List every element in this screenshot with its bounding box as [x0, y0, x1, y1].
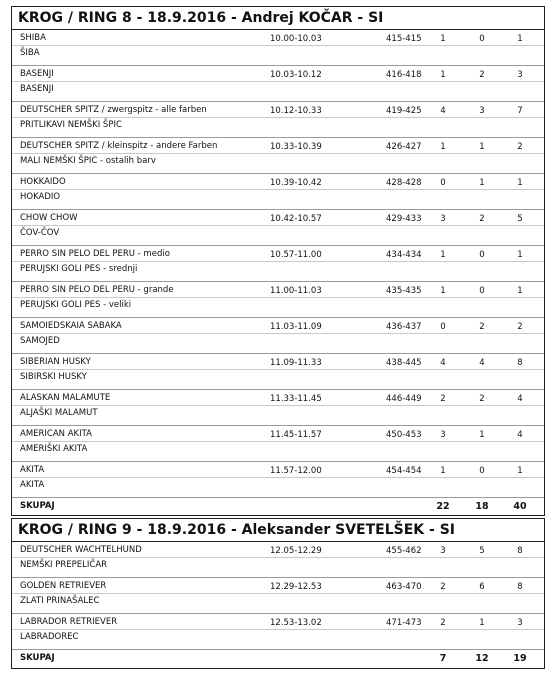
breed-name-local: AKITA: [20, 480, 45, 490]
summary-row: [12, 498, 544, 515]
table-row: [12, 138, 544, 174]
summary-females: 18: [475, 501, 489, 512]
catalog-numbers: 434-434: [386, 250, 422, 260]
males-count: 1: [440, 286, 446, 296]
breed-name: DEUTSCHER SPITZ / zwergspitz - alle farben: [20, 105, 207, 115]
breed-name-local: ZLATI PRINAŠALEC: [20, 596, 100, 606]
total-count: 3: [517, 70, 523, 80]
catalog-numbers: 428-428: [386, 178, 422, 188]
table-row: [12, 174, 544, 210]
ring-rows: [12, 542, 544, 668]
judging-time: 11.09-11.33: [270, 358, 322, 368]
breed-name-local: HOKADIO: [20, 192, 61, 202]
ring-9-table: [11, 518, 545, 669]
row-divider: [12, 557, 544, 558]
males-count: 2: [440, 582, 446, 592]
breed-name: PERRO SIN PELO DEL PERU - medio: [20, 249, 170, 259]
row-divider: [12, 405, 544, 406]
catalog-numbers: 415-415: [386, 34, 422, 44]
breed-name-local: ŠIBA: [20, 48, 40, 58]
males-count: 3: [440, 214, 446, 224]
row-divider: [12, 297, 544, 298]
judging-time: 10.12-10.33: [270, 106, 322, 116]
breed-name: AMERICAN AKITA: [20, 429, 92, 439]
catalog-numbers: 450-453: [386, 430, 422, 440]
total-count: 2: [517, 142, 523, 152]
males-count: 4: [440, 358, 446, 368]
judging-time: 10.57-11.00: [270, 250, 322, 260]
total-count: 1: [517, 286, 523, 296]
summary-males: 7: [439, 653, 447, 664]
table-row: [12, 390, 544, 426]
females-count: 0: [479, 34, 485, 44]
males-count: 1: [440, 34, 446, 44]
total-count: 1: [517, 34, 523, 44]
judging-time: 10.03-10.12: [270, 70, 322, 80]
catalog-numbers: 454-454: [386, 466, 422, 476]
judging-time: 11.33-11.45: [270, 394, 322, 404]
judging-time: 10.42-10.57: [270, 214, 322, 224]
breed-name-local: SAMOJED: [20, 336, 60, 346]
total-count: 1: [517, 178, 523, 188]
table-row: [12, 542, 544, 578]
males-count: 0: [440, 178, 446, 188]
catalog-numbers: 438-445: [386, 358, 422, 368]
total-count: 4: [517, 394, 523, 404]
row-divider: [12, 81, 544, 82]
males-count: 3: [440, 546, 446, 556]
ring-title: KROG / RING 8 - 18.9.2016 - Andrej KOČAR - SI: [12, 7, 544, 30]
breed-name: AKITA: [20, 465, 45, 475]
table-row: [12, 318, 544, 354]
summary-females: 12: [475, 653, 489, 664]
breed-name: PERRO SIN PELO DEL PERU - grande: [20, 285, 174, 295]
breed-name-local: AMERIŠKI AKITA: [20, 444, 88, 454]
judging-time: 10.39-10.42: [270, 178, 322, 188]
catalog-numbers: 426-427: [386, 142, 422, 152]
breed-name-local: PERUJSKI GOLI PES - veliki: [20, 300, 132, 310]
males-count: 2: [440, 618, 446, 628]
males-count: 2: [440, 394, 446, 404]
breed-name: GOLDEN RETRIEVER: [20, 581, 107, 591]
females-count: 1: [479, 430, 485, 440]
table-row: [12, 102, 544, 138]
row-divider: [12, 117, 544, 118]
ring-rows: [12, 30, 544, 515]
ring-8-table: [11, 6, 545, 516]
judging-time: 11.57-12.00: [270, 466, 322, 476]
males-count: 1: [440, 142, 446, 152]
table-row: [12, 246, 544, 282]
breed-name-local: NEMŠKI PREPELIČAR: [20, 560, 108, 570]
females-count: 5: [479, 546, 485, 556]
females-count: 0: [479, 466, 485, 476]
breed-name-local: BASENJI: [20, 84, 54, 94]
breed-name: BASENJI: [20, 69, 54, 79]
breed-name: HOKKAIDO: [20, 177, 66, 187]
males-count: 1: [440, 250, 446, 260]
total-count: 8: [517, 582, 523, 592]
summary-males: 22: [436, 501, 450, 512]
breed-name-local: ČOV-ČOV: [20, 228, 60, 238]
breed-name: ALASKAN MALAMUTE: [20, 393, 111, 403]
row-divider: [12, 629, 544, 630]
breed-name: DEUTSCHER WACHTELHUND: [20, 545, 142, 555]
females-count: 1: [479, 178, 485, 188]
table-row: [12, 282, 544, 318]
judging-time: 11.03-11.09: [270, 322, 322, 332]
judging-time: 10.00-10.03: [270, 34, 322, 44]
breed-name-local: PRITLIKAVI NEMŠKI ŠPIC: [20, 120, 122, 130]
table-row: [12, 210, 544, 246]
catalog-numbers: 463-470: [386, 582, 422, 592]
row-divider: [12, 369, 544, 370]
total-count: 4: [517, 430, 523, 440]
males-count: 1: [440, 70, 446, 80]
row-divider: [12, 225, 544, 226]
row-divider: [12, 261, 544, 262]
females-count: 0: [479, 250, 485, 260]
catalog-numbers: 436-437: [386, 322, 422, 332]
females-count: 2: [479, 214, 485, 224]
catalog-numbers: 471-473: [386, 618, 422, 628]
catalog-numbers: 446-449: [386, 394, 422, 404]
females-count: 2: [479, 394, 485, 404]
judging-time: 12.05-12.29: [270, 546, 322, 556]
table-row: [12, 462, 544, 498]
males-count: 3: [440, 430, 446, 440]
females-count: 2: [479, 70, 485, 80]
table-row: [12, 30, 544, 66]
females-count: 3: [479, 106, 485, 116]
summary-label: SKUPAJ: [20, 501, 55, 511]
breed-name-local: SIBIRSKI HUSKY: [20, 372, 87, 382]
breed-name: CHOW CHOW: [20, 213, 78, 223]
judging-time: 11.00-11.03: [270, 286, 322, 296]
females-count: 0: [479, 286, 485, 296]
total-count: 2: [517, 322, 523, 332]
row-divider: [12, 45, 544, 46]
row-divider: [12, 153, 544, 154]
breed-name: SIBERIAN HUSKY: [20, 357, 91, 367]
table-row: [12, 426, 544, 462]
total-count: 3: [517, 618, 523, 628]
row-divider: [12, 477, 544, 478]
breed-name-local: LABRADOREC: [20, 632, 79, 642]
judging-time: 12.53-13.02: [270, 618, 322, 628]
breed-name-local: MALI NEMŠKI ŠPIC - ostalih barv: [20, 156, 156, 166]
judging-time: 10.33-10.39: [270, 142, 322, 152]
row-divider: [12, 593, 544, 594]
summary-row: [12, 650, 544, 668]
judging-time: 11.45-11.57: [270, 430, 322, 440]
breed-name-local: ALJAŠKI MALAMUT: [20, 408, 98, 418]
breed-name: SAMOIEDSKAIA SABAKA: [20, 321, 122, 331]
summary-total: 19: [513, 653, 527, 664]
females-count: 1: [479, 618, 485, 628]
total-count: 1: [517, 466, 523, 476]
catalog-numbers: 455-462: [386, 546, 422, 556]
table-row: [12, 614, 544, 650]
table-row: [12, 578, 544, 614]
table-row: [12, 66, 544, 102]
total-count: 1: [517, 250, 523, 260]
catalog-numbers: 435-435: [386, 286, 422, 296]
judging-time: 12.29-12.53: [270, 582, 322, 592]
ring-title: KROG / RING 9 - 18.9.2016 - Aleksander SVETELŠEK - SI: [12, 519, 544, 542]
males-count: 0: [440, 322, 446, 332]
males-count: 1: [440, 466, 446, 476]
total-count: 8: [517, 546, 523, 556]
summary-total: 40: [513, 501, 527, 512]
breed-name: DEUTSCHER SPITZ / kleinspitz - andere Farben: [20, 141, 218, 151]
females-count: 2: [479, 322, 485, 332]
total-count: 8: [517, 358, 523, 368]
summary-label: SKUPAJ: [20, 653, 55, 663]
total-count: 5: [517, 214, 523, 224]
row-divider: [12, 189, 544, 190]
row-divider: [12, 333, 544, 334]
total-count: 7: [517, 106, 523, 116]
breed-name-local: PERUJSKI GOLI PES - srednji: [20, 264, 138, 274]
catalog-numbers: 429-433: [386, 214, 422, 224]
females-count: 4: [479, 358, 485, 368]
females-count: 6: [479, 582, 485, 592]
breed-name: LABRADOR RETRIEVER: [20, 617, 118, 627]
males-count: 4: [440, 106, 446, 116]
table-row: [12, 354, 544, 390]
row-divider: [12, 441, 544, 442]
females-count: 1: [479, 142, 485, 152]
breed-name: SHIBA: [20, 33, 46, 43]
catalog-numbers: 416-418: [386, 70, 422, 80]
catalog-numbers: 419-425: [386, 106, 422, 116]
